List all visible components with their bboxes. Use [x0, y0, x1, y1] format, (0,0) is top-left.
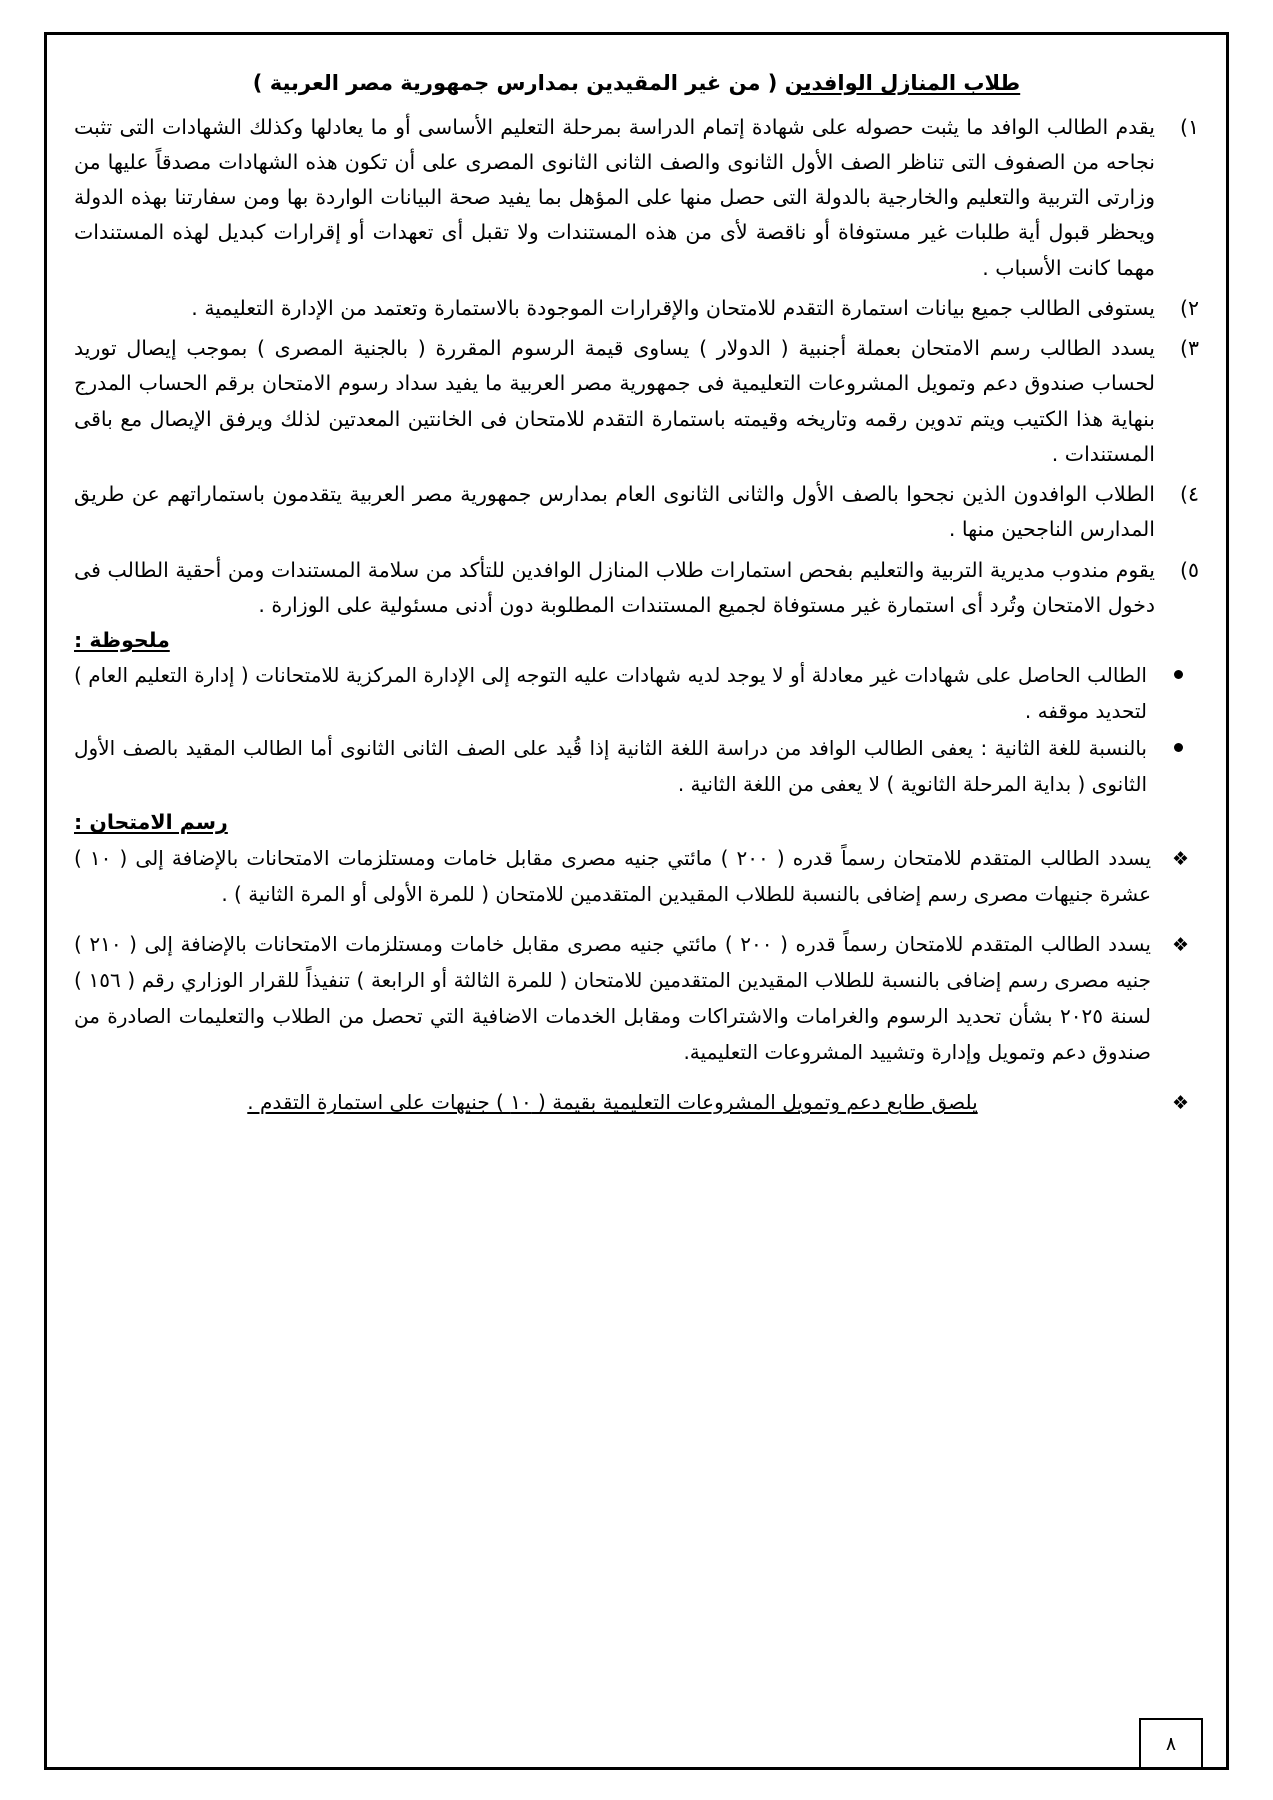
list-item-text: يسدد الطالب المتقدم للامتحان رسماً قدره ( ٢٠٠ ) مائتي جنيه مصرى مقابل خامات ومستلزمات الامتحانات بالإضافة إلى ( ١٠ ) عشرة جنيهات مصرى رسم إضافى بالنسبة للطلاب المقيدين المتقدمين للامتحان ( للمرة الأولى أو المرة الثانية ) .	[74, 846, 1152, 907]
list-item	[74, 291, 1199, 326]
page-number: ٨	[1165, 1733, 1177, 1755]
list-item-text: يقوم مندوب مديرية التربية والتعليم بفحص استمارات طلاب المنازل الوافدين للتأكد من سلامة المستندات ومن أحقية الطالب فى دخول الامتحان وتُرد أى استمارة غير مستوفاة لجميع المستندات المطلوبة دون أدنى مسئولية على الوزارة .	[74, 557, 1155, 617]
note-section-heading: ملحوظة :	[74, 628, 170, 652]
list-item-text: يسدد الطالب رسم الامتحان بعملة أجنبية ( الدولار ) يساوى قيمة الرسوم المقررة ( بالجنية المصرى ) بموجب إيصال توريد لحساب صندوق دعم وتمويل المشروعات التعليمية فى جمهورية مصر العربية ما يفيد سداد رسوم الامتحان برقم الحساب المدرج بنهاية هذا الكتيب ويتم تدوين رقمه وتاريخه وقيمته باستمارة التقدم للامتحان فى الخانتين المعدتين لذلك ويرفق الإيصال مع باقى المستندات .	[74, 336, 1155, 466]
page-title	[74, 68, 1199, 100]
list-item-text: الطلاب الوافدون الذين نجحوا بالصف الأول والثانى الثانوى العام بمدارس جمهورية مصر العربية يتقدمون باستماراتهم عن طريق المدارس الناجحين منها .	[74, 482, 1155, 542]
list-item-text: يسدد الطالب المتقدم للامتحان رسماً قدره ( ٢٠٠ ) مائتي جنيه مصرى مقابل خامات ومستلزمات الامتحانات بالإضافة إلى ( ٢١٠ ) جنيه مصرى رسم إضافى بالنسبة للطلاب المقيدين المتقدمين للامتحان ( للمرة الثالثة أو الرابعة ) تنفيذاً للقرار الوزاري رقم ( ١٥٦ ) لسنة ٢٠٢٥ بشأن تحديد الرسوم والغرامات والاشتراكات ومقابل الخدمات الاضافية التي تحصل من الطلاب والتعليمات الصادرة من صندوق دعم وتمويل وإدارة وتشييد المشروعات التعليمية.	[74, 932, 1151, 1065]
list-item	[74, 331, 1199, 472]
list-item-marker: ٥)	[1179, 557, 1199, 582]
list-item-text: بالنسبة للغة الثانية : يعفى الطالب الوافد من دراسة اللغة الثانية إذا قُيد على الصف الثانى الثانوى أما الطالب المقيد بالصف الأول الثانوى ( بداية المرحلة الثانوية ) لا يعفى من اللغة الثانية .	[74, 736, 1147, 796]
page-title-rest: ( من غير المقيدين بمدارس جمهورية مصر العربية )	[252, 71, 785, 95]
list-item	[74, 926, 1199, 1070]
diamond-bullet-icon: ❖	[1171, 848, 1189, 871]
page-content	[74, 60, 1199, 1740]
list-item-text: الطالب الحاصل على شهادات غير معادلة أو لا يوجد لديه شهادات عليه التوجه إلى الإدارة المركزية للامتحانات ( إدارة التعليم العام ) لتحديد موقفه .	[74, 663, 1147, 723]
fee-section-heading: رسم الامتحان :	[74, 810, 228, 835]
bullet-dot-icon	[1174, 670, 1183, 679]
bullet-dot-icon	[1174, 743, 1183, 752]
numbered-requirements-list	[74, 110, 1199, 624]
list-item	[74, 658, 1199, 729]
list-item-text: يقدم الطالب الوافد ما يثبت حصوله على شهادة إتمام الدراسة بمرحلة التعليم الأساسى أو ما يعادلها وكذلك الشهادات التى تثبت نجاحه من الصفوف التى تناظر الصف الأول الثانوى والصف الثانى الثانوى المصرى على أن تكون هذه الشهادات مصدقاً عليها من وزارتى التربية والتعليم والخارجية بالدولة التى حصل منها على المؤهل بما يفيد صحة البيانات الواردة بها ومن سفارتنا بهذه الدولة ويحظر قبول أية طلبات غير مستوفاة أو ناقصة لأى من هذه المستندات ولا تقبل أى تعهدات أو إقرارات كبديل لهذه المستندات مهما كانت الأسباب .	[74, 114, 1155, 280]
list-item	[74, 553, 1199, 624]
list-item-marker: ٤)	[1179, 482, 1199, 506]
list-item-text: يلصق طابع دعم وتمويل المشروعات التعليمية بقيمة ( ١٠ ) جنيهات على استمارة التقدم .	[247, 1090, 978, 1115]
diamond-bullet-icon: ❖	[1171, 934, 1189, 957]
list-item	[74, 110, 1199, 286]
diamond-bullet-icon: ❖	[1171, 1092, 1189, 1115]
list-item-text: يستوفى الطالب جميع بيانات استمارة التقدم للامتحان والإقرارات الموجودة بالاستمارة وتعتمد من الإدارة التعليمية .	[191, 295, 1155, 320]
list-item	[74, 477, 1199, 548]
list-item-marker: ٣)	[1179, 336, 1199, 360]
list-item	[74, 840, 1199, 912]
fee-bullet-list	[74, 840, 1199, 1120]
list-item-marker: ٢)	[1179, 295, 1199, 320]
note-bullet-list	[74, 658, 1199, 802]
page-number-box	[1139, 1718, 1203, 1770]
page-title-underlined-part: طلاب المنازل الوافدين	[784, 71, 1021, 95]
list-item-marker: ١)	[1179, 114, 1199, 139]
list-item	[74, 1084, 1199, 1120]
list-item	[74, 731, 1199, 802]
